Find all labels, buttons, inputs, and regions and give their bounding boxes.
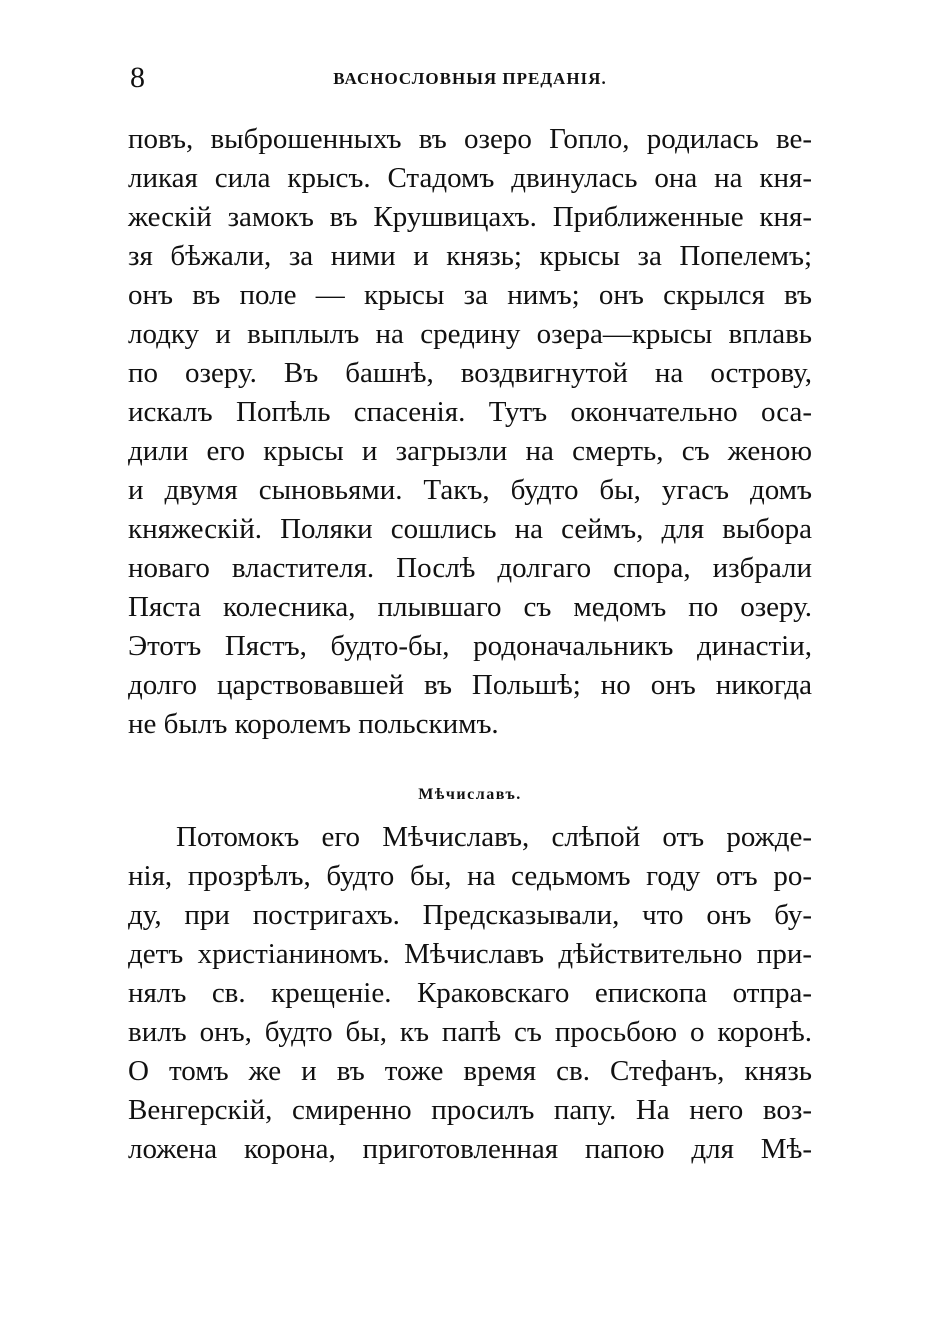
text-line: нія, прозрѣлъ, будто бы, на седьмомъ году отъ ро- [128,860,812,892]
text-line: по озеру. Въ башнѣ, воздвигнутой на острову, [128,357,812,389]
text-line: ду, при постригахъ. Предсказывали, что онъ бу- [128,899,812,931]
text-line: лодку и выплылъ на средину озера—крысы вплавь [128,318,812,350]
page-header [130,58,810,98]
text-line: детъ христіаниномъ. Мѣчиславъ дѣйствительно при- [128,938,812,970]
section-heading: Мѣчиславъ. [418,786,522,803]
text-line: и двумя сыновьями. Такъ, будто бы, угасъ домъ [128,474,812,506]
text-line: искалъ Попѣль спасенія. Тутъ окончательно оса- [128,396,812,428]
text-line: Этотъ Пястъ, будто-бы, родоначальникъ династіи, [128,630,812,662]
paragraph-1 [128,120,812,744]
text-line: вилъ онъ, будто бы, къ папѣ съ просьбою о коронѣ. [128,1016,812,1048]
text-line: зя бѣжали, за ними и князь; крысы за Попелемъ; [128,240,812,272]
text-line: долго царствовавшей въ Польшѣ; но онъ никогда [128,669,812,701]
text-line: княжескій. Поляки сошлись на сеймъ, для выбора [128,513,812,545]
text-line: О томъ же и въ тоже время св. Стефанъ, князь [128,1055,812,1087]
text-line: дили его крысы и загрызли на смерть, съ женою [128,435,812,467]
text-line: ложена корона, приготовленная папою для Мѣ- [128,1133,812,1165]
text-line: новаго властителя. Послѣ долгаго спора, избрали [128,552,812,584]
text-line: Венгерскій, смиренно просилъ папу. На него воз- [128,1094,812,1126]
text-line: повъ, выброшенныхъ въ озеро Гопло, родилась ве- [128,123,812,155]
text-line: нялъ св. крещеніе. Краковскаго епископа отпра- [128,977,812,1009]
running-title: ВАСНОСЛОВНЫЯ ПРЕДАНІЯ. [333,69,607,88]
text-line: ликая сила крысъ. Стадомъ двинулась она на кня- [128,162,812,194]
text-line: не былъ королемъ польскимъ. [128,708,499,740]
text-line: Потомокъ его Мѣчиславъ, слѣпой отъ рожде- [176,821,812,853]
paragraph-2 [128,818,812,1169]
page-number: 8 [130,61,145,94]
text-line: жескій замокъ въ Крушвицахъ. Приближенные кня- [128,201,812,233]
text-line: онъ въ поле — крысы за нимъ; онъ скрылся въ [128,279,812,311]
text-line: Пяста колесника, плывшаго съ медомъ по озеру. [128,591,812,623]
